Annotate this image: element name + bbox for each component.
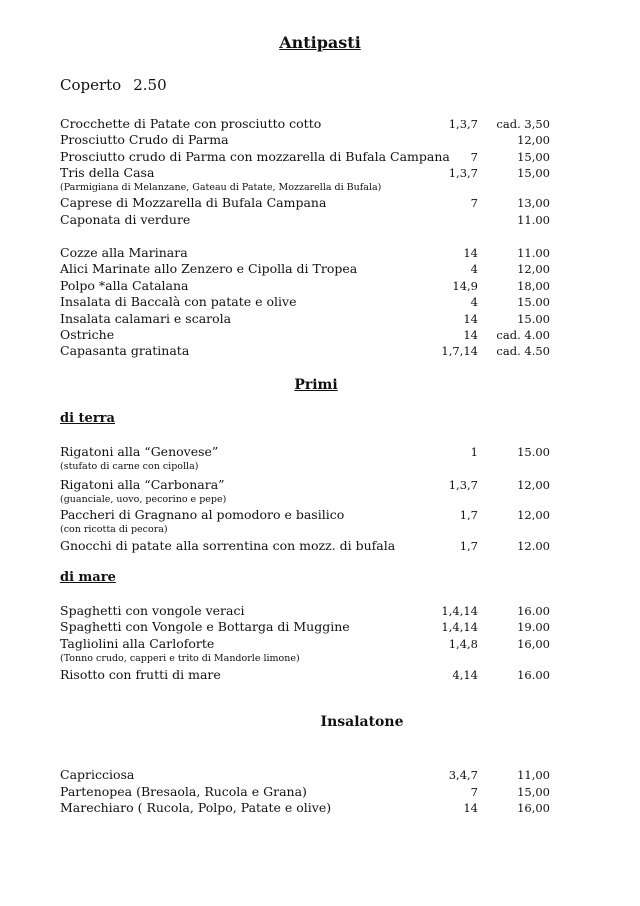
item-allergens: 1,4,14: [441, 620, 478, 634]
item-allergens: 1,4,14: [441, 604, 478, 618]
item-name: Alici Marinate allo Zenzero e Cipolla di Tropea: [60, 261, 358, 276]
coperto: [60, 76, 167, 94]
item-allergens: 7: [470, 150, 478, 164]
item-name: Prosciutto crudo di Parma con mozzarella di Bufala Campana: [60, 149, 450, 164]
item-price: 16.00: [517, 604, 550, 618]
item-name: Paccheri di Gragnano al pomodoro e basilico: [60, 507, 345, 522]
item-price: 12,00: [517, 262, 550, 276]
item-allergens: 14: [463, 246, 478, 260]
item-allergens: 4,14: [452, 668, 478, 682]
subsection-di-terra: di terra: [60, 411, 115, 426]
item-name: Spaghetti con vongole veraci: [60, 603, 245, 618]
item-allergens: 1,3,7: [448, 478, 478, 492]
item-name: Capricciosa: [60, 767, 135, 782]
item-price: 11.00: [517, 213, 550, 227]
menu-item: [60, 116, 550, 132]
item-allergens: 3,4,7: [448, 768, 478, 782]
item-price: cad. 3,50: [496, 117, 550, 131]
menu-item: [60, 603, 550, 619]
item-name: Rigatoni alla “Carbonara”: [60, 477, 225, 492]
menu-item: [60, 132, 550, 148]
item-name: Rigatoni alla “Genovese”: [60, 444, 219, 459]
item-description: (con ricotta di pecora): [60, 524, 168, 535]
item-description: (Tonno crudo, capperi e trito di Mandorle limone): [60, 653, 300, 664]
item-price: cad. 4.00: [496, 328, 550, 342]
item-allergens: 14,9: [452, 279, 478, 293]
coperto-price: 2.50: [133, 76, 167, 94]
item-allergens: 1,3,7: [448, 166, 478, 180]
item-name: Tagliolini alla Carloforte: [60, 636, 215, 651]
menu-item: [60, 327, 550, 343]
item-allergens: 4: [470, 295, 478, 309]
item-price: 15,00: [517, 785, 550, 799]
menu-item: [60, 800, 550, 816]
item-price: 15,00: [517, 166, 550, 180]
item-name: Polpo *alla Catalana: [60, 278, 189, 293]
menu-item: [60, 636, 550, 652]
menu-item: [60, 149, 550, 165]
item-allergens: 4: [470, 262, 478, 276]
item-name: Marechiaro ( Rucola, Polpo, Patate e olive): [60, 800, 332, 815]
item-price: 16.00: [517, 668, 550, 682]
subsection-di-mare: di mare: [60, 570, 116, 585]
menu-item: [60, 619, 550, 635]
menu-item: [60, 507, 550, 523]
item-price: cad. 4.50: [496, 344, 550, 358]
item-price: 16,00: [517, 637, 550, 651]
menu-item: [60, 538, 550, 554]
item-description: (stufato di carne con cipolla): [60, 461, 199, 472]
menu-item: [60, 294, 550, 310]
coperto-label: Coperto: [60, 76, 122, 94]
section-title-insalatone: Insalatone: [320, 714, 404, 730]
menu-item: [60, 667, 550, 683]
item-price: 15,00: [517, 150, 550, 164]
item-name: Caponata di verdure: [60, 212, 191, 227]
item-allergens: 1,3,7: [448, 117, 478, 131]
item-name: Ostriche: [60, 327, 115, 342]
item-name: Cozze alla Marinara: [60, 245, 188, 260]
menu-item: [60, 212, 550, 228]
item-name: Caprese di Mozzarella di Bufala Campana: [60, 195, 327, 210]
item-name: Tris della Casa: [60, 165, 155, 180]
item-allergens: 14: [463, 801, 478, 815]
item-name: Prosciutto Crudo di Parma: [60, 132, 229, 147]
item-price: 15.00: [517, 445, 550, 459]
item-price: 18,00: [517, 279, 550, 293]
item-name: Insalata di Baccalà con patate e olive: [60, 294, 297, 309]
item-allergens: 14: [463, 328, 478, 342]
item-price: 12.00: [517, 539, 550, 553]
item-price: 16,00: [517, 801, 550, 815]
item-allergens: 1,7: [459, 508, 478, 522]
item-price: 13,00: [517, 196, 550, 210]
item-description: (guanciale, uovo, pecorino e pepe): [60, 494, 227, 505]
item-price: 12,00: [517, 478, 550, 492]
item-price: 11,00: [517, 768, 550, 782]
item-allergens: 1,7: [459, 539, 478, 553]
section-title-antipasti: Antipasti: [279, 33, 361, 52]
item-name: Capasanta gratinata: [60, 343, 190, 358]
item-name: Risotto con frutti di mare: [60, 667, 221, 682]
menu-item: [60, 311, 550, 327]
item-price: 15.00: [517, 295, 550, 309]
item-allergens: 14: [463, 312, 478, 326]
menu-item: [60, 165, 550, 181]
item-allergens: 1,4,8: [448, 637, 478, 651]
menu-item: [60, 767, 550, 783]
menu-item: [60, 444, 550, 460]
item-name: Gnocchi di patate alla sorrentina con mozz. di bufala: [60, 538, 396, 553]
item-name: Partenopea (Bresaola, Rucola e Grana): [60, 784, 307, 799]
item-allergens: 1: [470, 445, 478, 459]
item-price: 12,00: [517, 508, 550, 522]
menu-item: [60, 278, 550, 294]
menu-item: [60, 477, 550, 493]
item-name: Spaghetti con Vongole e Bottarga di Muggine: [60, 619, 350, 634]
item-price: 19.00: [517, 620, 550, 634]
item-allergens: 7: [470, 196, 478, 210]
menu-item: [60, 343, 550, 359]
item-name: Crocchette di Patate con prosciutto cotto: [60, 116, 322, 131]
item-name: Insalata calamari e scarola: [60, 311, 232, 326]
item-price: 11.00: [517, 246, 550, 260]
item-price: 12,00: [517, 133, 550, 147]
item-allergens: 7: [470, 785, 478, 799]
section-title-primi: Primi: [294, 377, 338, 393]
menu-item: [60, 784, 550, 800]
menu-item: [60, 261, 550, 277]
item-description: (Parmigiana di Melanzane, Gateau di Patate, Mozzarella di Bufala): [60, 182, 382, 193]
item-allergens: 1,7,14: [441, 344, 478, 358]
menu-item: [60, 245, 550, 261]
menu-item: [60, 195, 550, 211]
item-price: 15.00: [517, 312, 550, 326]
